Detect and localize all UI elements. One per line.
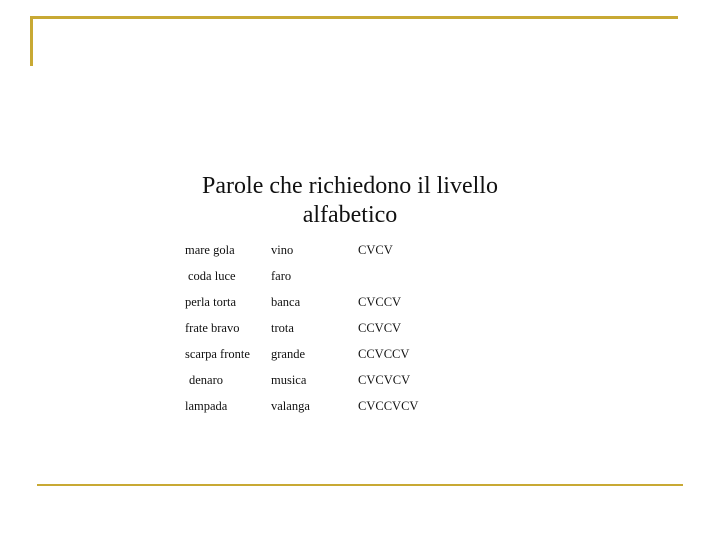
table-cell-pattern: CVCV: [358, 243, 393, 257]
table-cell-words-a: lampada: [185, 399, 228, 413]
table-cell-words-b: valanga: [271, 399, 310, 413]
title-line-1: Parole che richiedono il livello: [202, 173, 498, 199]
table-cell-words-b: grande: [271, 347, 306, 361]
title-line-2: alfabetico: [302, 202, 398, 228]
table-cell-pattern: CVCVCV: [358, 373, 411, 387]
table-cell-words-b: banca: [271, 295, 301, 309]
slide-title: [150, 172, 550, 230]
top-rule: [30, 16, 678, 19]
table-cell-words-a: scarpa fronte: [185, 347, 250, 361]
table-cell-words-b: faro: [271, 269, 292, 283]
left-rule: [30, 16, 33, 66]
table-cell-words-a: coda luce: [188, 269, 236, 283]
table-cell-pattern: CVCCV: [358, 295, 402, 309]
table-cell-words-a: perla torta: [185, 295, 237, 309]
table-cell-pattern: CVCCVCV: [358, 399, 419, 413]
table-cell-words-b: musica: [271, 373, 307, 387]
table-cell-words-a: denaro: [189, 373, 224, 387]
table-cell-words-b: vino: [271, 243, 294, 257]
bottom-rule: [37, 484, 683, 486]
table-cell-words-b: trota: [271, 321, 294, 335]
table-cell-words-a: frate bravo: [185, 321, 240, 335]
table-cell-words-a: mare gola: [185, 243, 235, 257]
table-cell-pattern: CCVCCV: [358, 347, 410, 361]
table-cell-pattern: CCVCV: [358, 321, 402, 335]
